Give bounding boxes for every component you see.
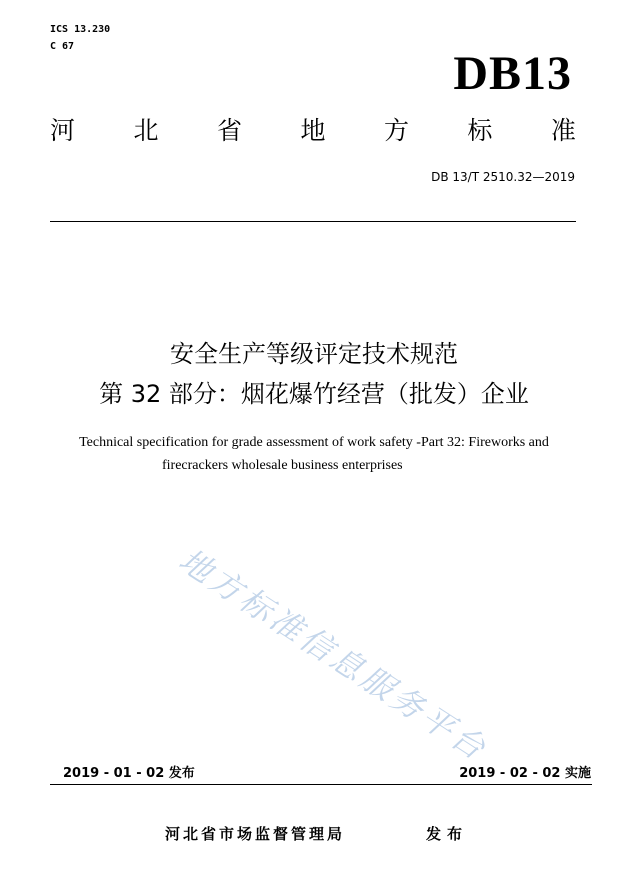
ccs-code: C 67 (50, 41, 75, 52)
standard-type (50, 115, 576, 147)
title-en-line2: firecrackers wholesale business enterprises (162, 458, 403, 473)
header-divider (50, 221, 576, 222)
ics-code: ICS 13.230 (50, 24, 111, 35)
title-en-line1: Technical specification for grade assessment of work safety -Part 32: Fireworks and (79, 435, 549, 450)
standard-type-char: 省 (216, 116, 242, 145)
standard-type-char: 标 (467, 116, 493, 145)
footer-divider (50, 784, 592, 785)
standard-type-char: 河 (50, 116, 76, 145)
title-zh-line2: 第 32 部分：烟花爆竹经营（批发）企业 (99, 380, 529, 408)
db-logo: DB13 (453, 47, 572, 100)
standard-type-char: 方 (383, 116, 409, 145)
issue-date: 2019 - 01 - 02 发布 (63, 766, 195, 781)
standard-number: DB 13/T 2510.32—2019 (431, 170, 575, 184)
title-zh-line1: 安全生产等级评定技术规范 (170, 340, 458, 368)
standard-type-char: 准 (550, 116, 576, 145)
watermark: 地方标准信息服务平台 (172, 540, 495, 769)
implement-date: 2019 - 02 - 02 实施 (459, 766, 591, 781)
issue-word: 发布 (426, 825, 469, 843)
issuer: 河北省市场监督管理局 (165, 825, 346, 843)
standard-type-char: 地 (300, 116, 326, 145)
standard-type-char: 北 (133, 116, 159, 145)
